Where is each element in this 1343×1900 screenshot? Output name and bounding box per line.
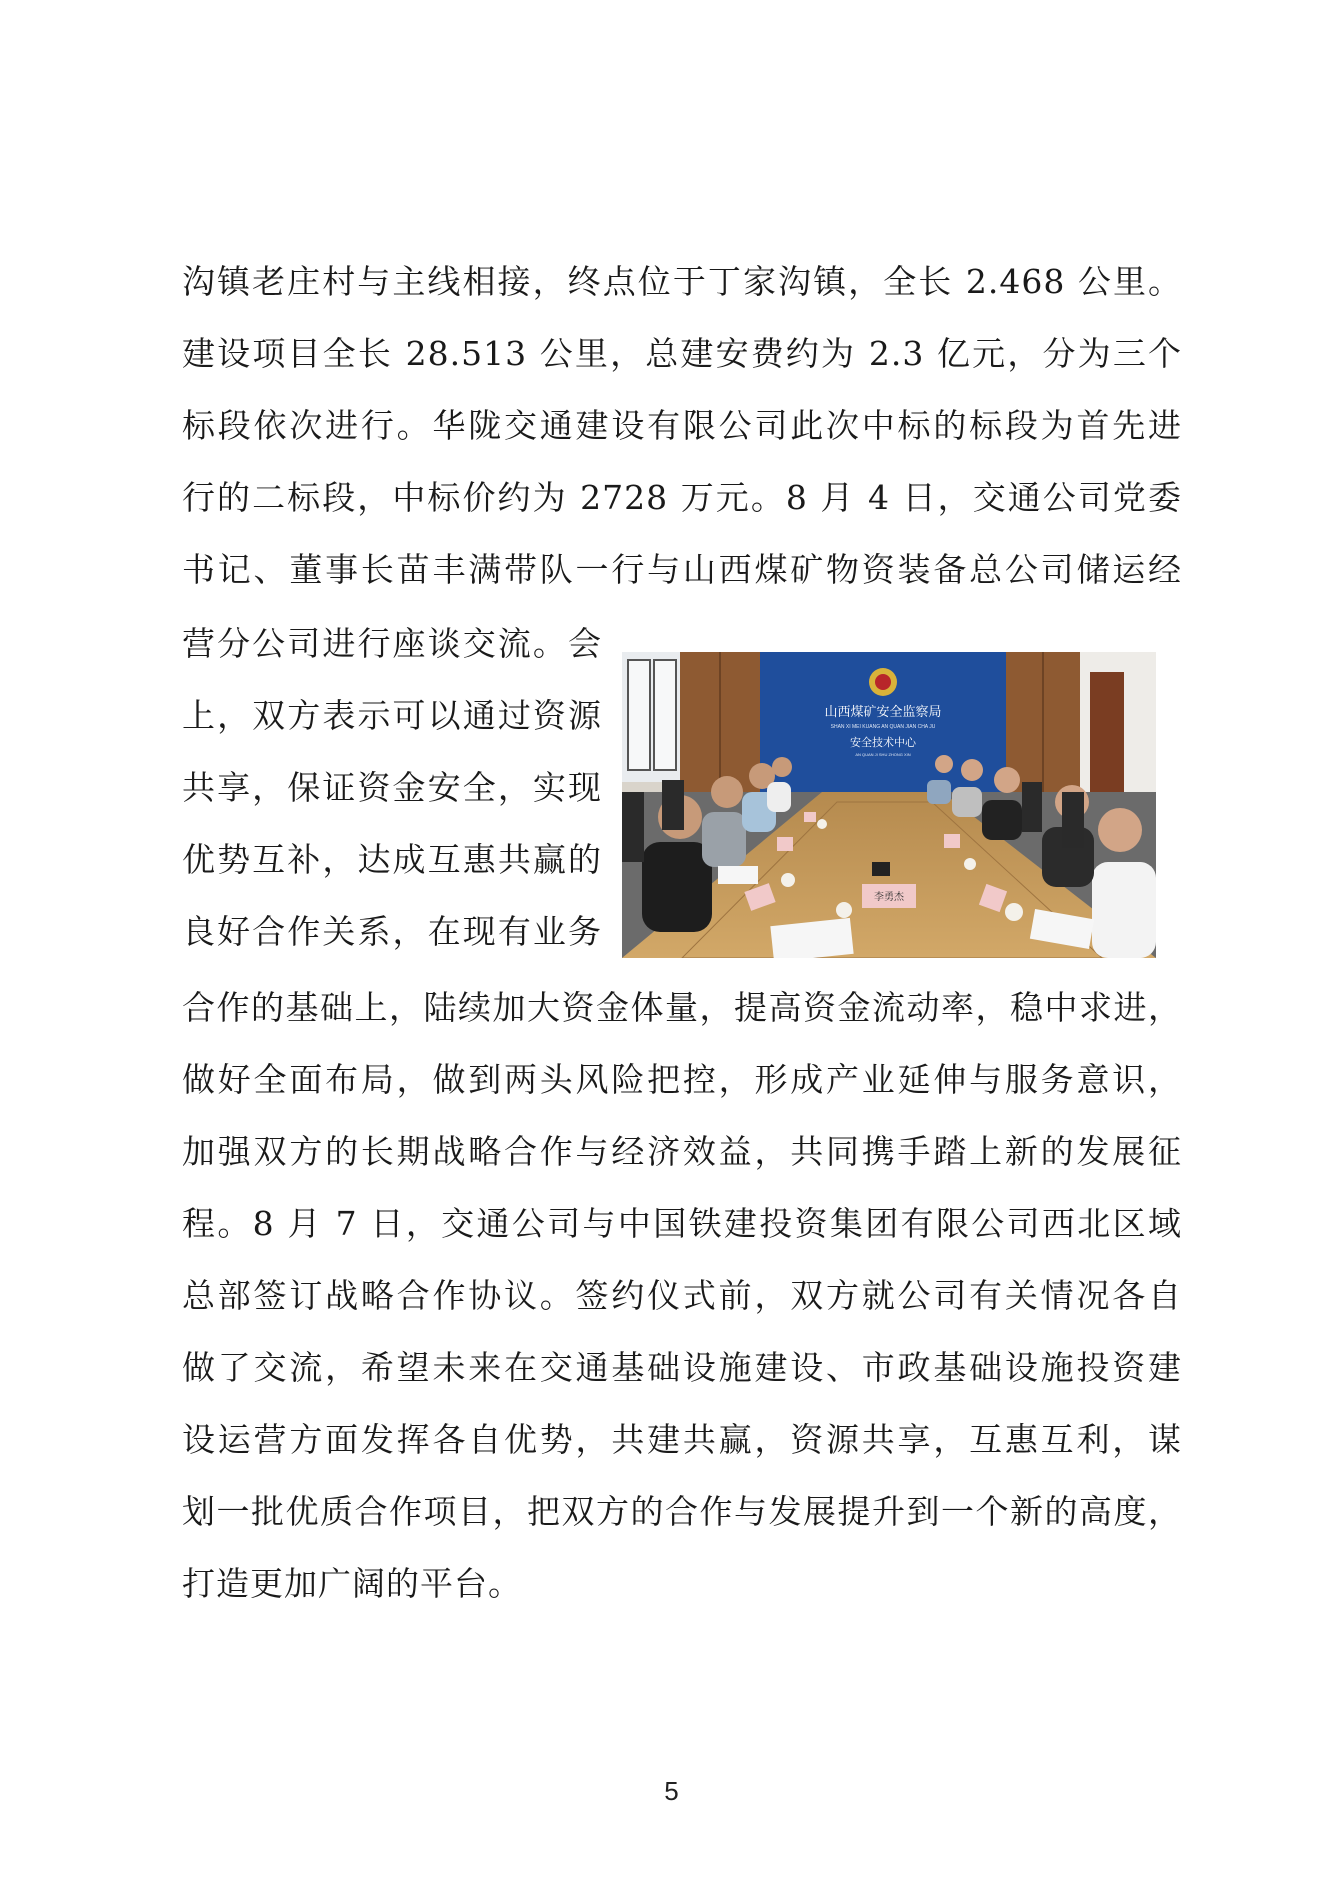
text-line: 做了交流，希望未来在交通基础设施建设、市政基础设施投资建 — [182, 1348, 1182, 1387]
text-line: 优势互补，达成互惠共赢的 — [182, 840, 602, 879]
text-line: 建设项目全长 28.513 公里，总建安费约为 2.3 亿元，分为三个 — [182, 334, 1182, 373]
meeting-photo — [622, 652, 1156, 958]
text-line: 书记、董事长苗丰满带队一行与山西煤矿物资装备总公司储运经 — [182, 550, 1182, 589]
backdrop-title: 山西煤矿安全监察局 — [824, 705, 942, 720]
text-line: 行的二标段，中标价约为 2728 万元。8 月 4 日，交通公司党委 — [182, 478, 1182, 517]
backdrop-subtitle-pinyin: AN QUAN JI SHU ZHONG XIN — [855, 752, 911, 757]
text-line: 划一批优质合作项目，把双方的合作与发展提升到一个新的高度， — [182, 1492, 1182, 1531]
text-line: 打造更加广阔的平台。 — [182, 1564, 522, 1603]
text-line: 共享，保证资金安全，实现 — [182, 768, 602, 807]
text-line: 沟镇老庄村与主线相接，终点位于丁家沟镇，全长 2.468 公里。 — [182, 262, 1182, 301]
page-number: 5 — [664, 1776, 679, 1806]
text-line: 合作的基础上，陆续加大资金体量，提高资金流动率，稳中求进， — [182, 988, 1182, 1027]
text-line: 设运营方面发挥各自优势，共建共赢，资源共享，互惠互利，谋 — [182, 1420, 1182, 1459]
text-line: 做好全面布局，做到两头风险把控，形成产业延伸与服务意识， — [182, 1060, 1182, 1099]
text-line: 良好合作关系，在现有业务 — [182, 912, 602, 951]
text-line: 总部签订战略合作协议。签约仪式前，双方就公司有关情况各自 — [182, 1276, 1182, 1315]
backdrop-subtitle: 安全技术中心 — [850, 736, 916, 749]
text-line: 上，双方表示可以通过资源 — [182, 696, 602, 735]
name-plate-text: 李勇杰 — [874, 892, 904, 903]
text-line: 标段依次进行。华陇交通建设有限公司此次中标的标段为首先进 — [182, 406, 1182, 445]
text-line: 营分公司进行座谈交流。会 — [182, 624, 602, 663]
text-line: 加强双方的长期战略合作与经济效益，共同携手踏上新的发展征 — [182, 1132, 1182, 1171]
backdrop-pinyin: SHAN XI MEI KUANG AN QUAN JIAN CHA JU — [830, 724, 936, 730]
text-line: 程。8 月 7 日，交通公司与中国铁建投资集团有限公司西北区域 — [182, 1204, 1182, 1243]
